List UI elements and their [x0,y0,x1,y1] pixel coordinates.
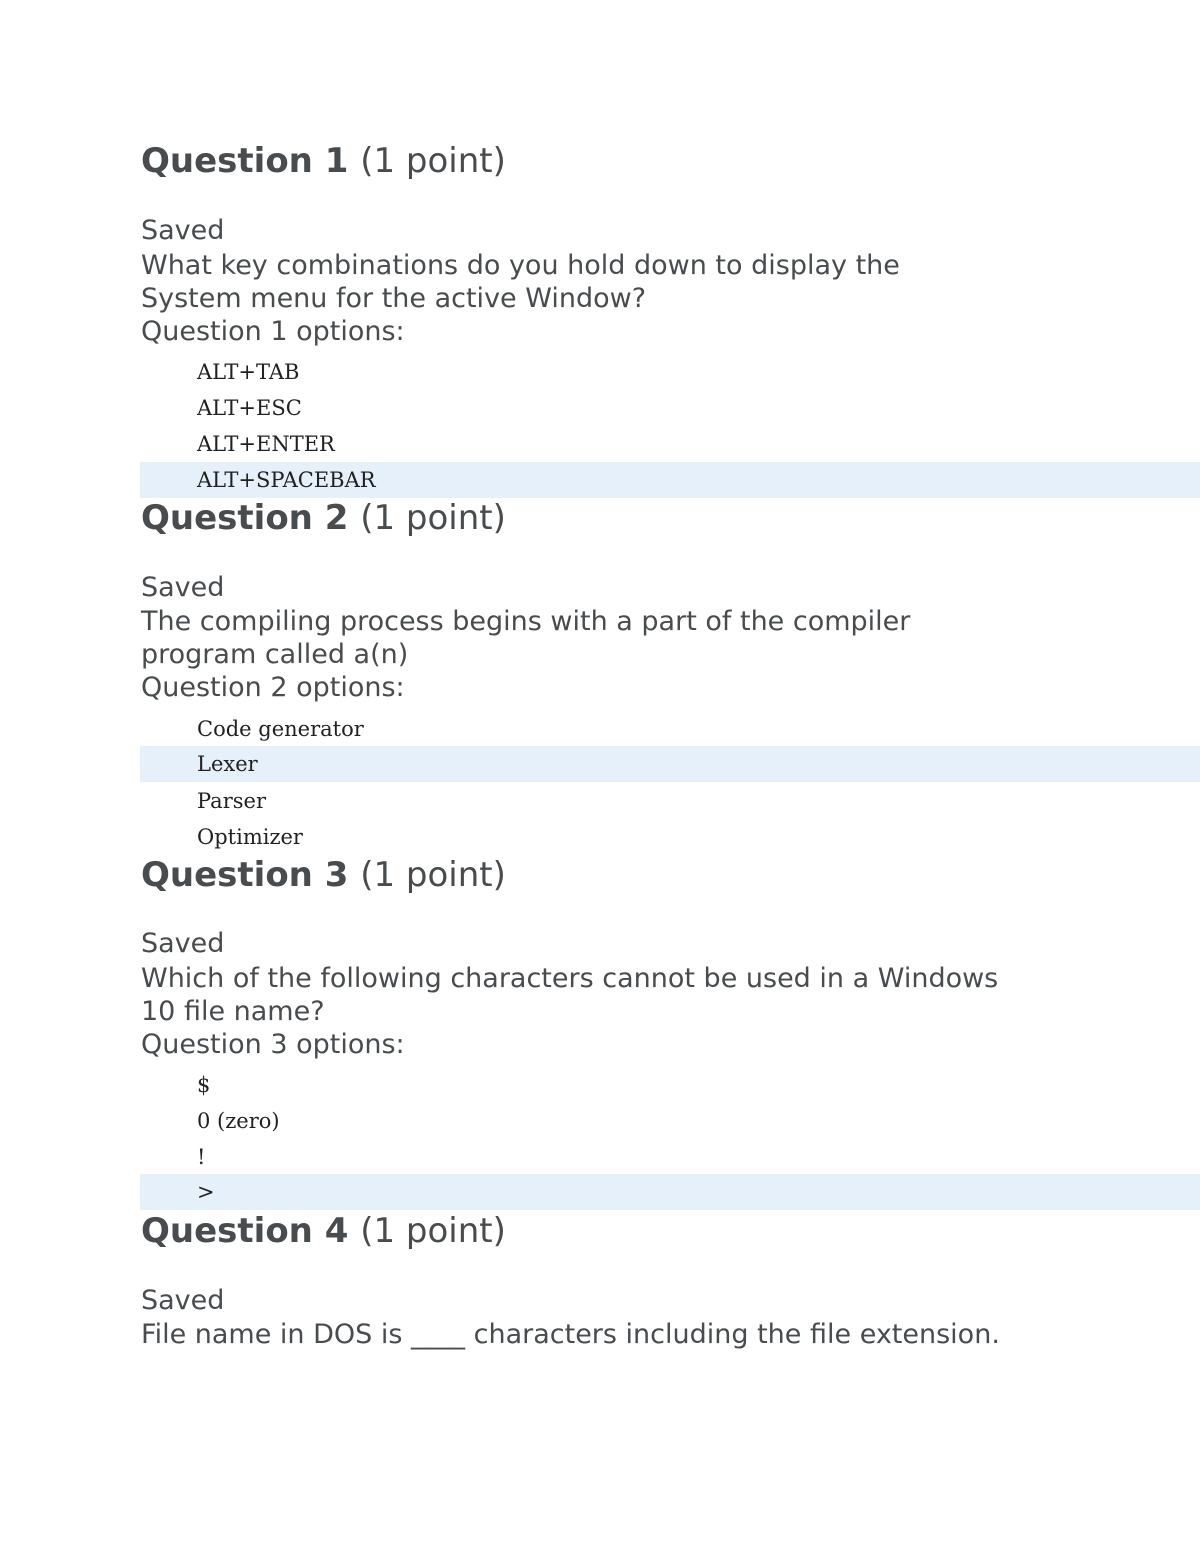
options-label: Question 1 options: [141,316,405,347]
question-1-option-2[interactable]: ALT+ESC [197,396,302,420]
options-label: Question 2 options: [141,672,405,703]
question-1-option-3[interactable]: ALT+ENTER [197,432,335,456]
question-3-option-4[interactable]: > [140,1174,1200,1210]
question-3-option-2[interactable]: 0 (zero) [197,1109,280,1133]
saved-status: Saved [141,928,225,959]
question-3-option-1[interactable]: $ [197,1073,211,1097]
question-prompt: Which of the following characters cannot be used in a Windows 10 file name? [141,963,999,1027]
question-3-title [141,855,506,895]
question-points: (1 point) [360,855,506,895]
question-2-option-1[interactable]: Code generator [197,717,364,741]
question-2-option-4[interactable]: Optimizer [197,825,303,849]
saved-status: Saved [141,215,225,246]
question-1-option-1[interactable]: ALT+TAB [197,360,300,384]
question-label: Question 4 [141,1211,349,1251]
question-2-option-2[interactable]: Lexer [140,746,1200,782]
question-4-title [141,1211,506,1251]
question-1-title [141,141,506,181]
options-label: Question 3 options: [141,1029,405,1060]
question-points: (1 point) [360,141,506,181]
question-prompt: What key combinations do you hold down to display the System menu for the active Window? [141,250,900,314]
question-2-option-3[interactable]: Parser [197,789,266,813]
question-prompt: The compiling process begins with a part of the compiler program called a(n) [141,606,911,670]
question-3-option-3[interactable]: ! [197,1145,206,1169]
question-points: (1 point) [360,1211,506,1251]
question-label: Question 3 [141,855,349,895]
question-label: Question 1 [141,141,349,181]
question-1-option-4[interactable]: ALT+SPACEBAR [140,462,1200,498]
question-points: (1 point) [360,498,506,538]
question-prompt: File name in DOS is ____ characters including the file extension. [141,1319,1000,1350]
question-label: Question 2 [141,498,349,538]
saved-status: Saved [141,572,225,603]
saved-status: Saved [141,1285,225,1316]
question-2-title [141,498,506,538]
